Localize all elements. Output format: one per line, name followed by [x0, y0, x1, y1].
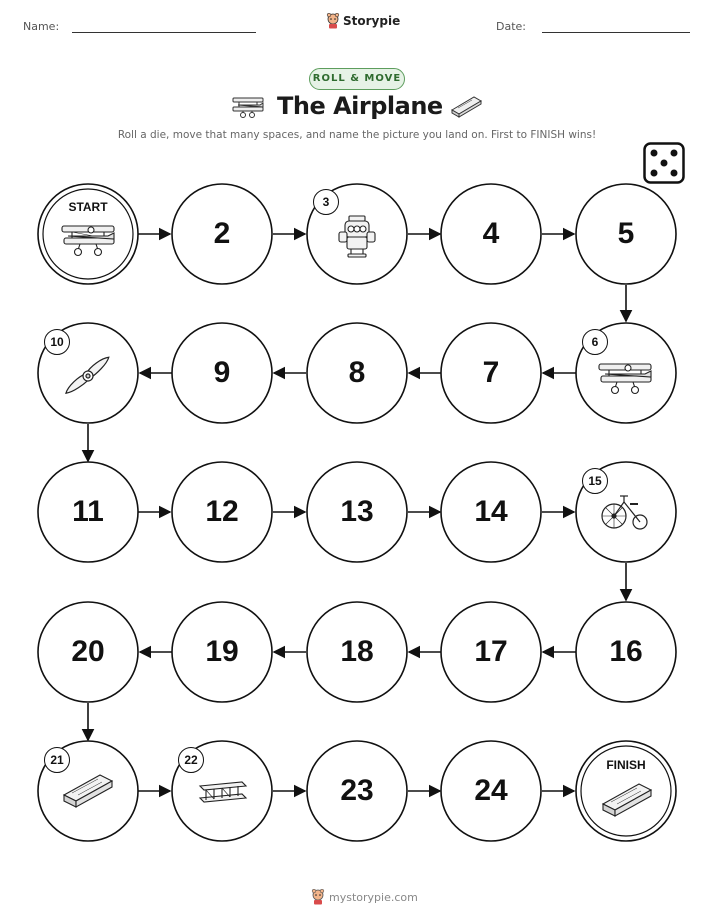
space-number: 23: [340, 774, 374, 807]
space-number: 11: [72, 495, 104, 528]
page-title: The Airplane: [277, 92, 443, 120]
space-number: 12: [205, 495, 239, 528]
storypie-mascot-icon: [311, 889, 325, 905]
space-number: 8: [348, 356, 366, 389]
footer-url[interactable]: mystorypie.com: [329, 890, 418, 904]
space-number: 16: [609, 635, 643, 668]
space-number: 18: [340, 635, 374, 668]
space-number: 14: [474, 495, 508, 528]
roll-move-badge: ROLL & MOVE: [309, 68, 405, 90]
footer: [311, 889, 418, 905]
finish-label: FINISH: [606, 758, 646, 772]
space-tag: 6: [582, 329, 608, 355]
space-number: 5: [617, 217, 635, 250]
space-number: 13: [340, 495, 374, 528]
name-label: Name:: [23, 20, 60, 33]
space-number: 19: [205, 635, 239, 668]
space-number: 20: [71, 635, 105, 668]
instructions: Roll a die, move that many spaces, and name the picture you land on. First to FINISH wins!: [117, 129, 597, 141]
start-label: START: [68, 200, 108, 214]
space-number: 17: [474, 635, 508, 668]
space-number: 4: [482, 217, 500, 250]
space-tag: 10: [44, 329, 70, 355]
brand-name: Storypie: [343, 14, 401, 28]
date-label: Date:: [496, 20, 526, 33]
space-number: 24: [474, 774, 508, 807]
space-tag: 22: [178, 747, 204, 773]
space-number: 9: [213, 356, 231, 389]
space-tag: 15: [582, 468, 608, 494]
space-number: 7: [482, 356, 500, 389]
space-tag: 21: [44, 747, 70, 773]
space-number: 2: [213, 217, 231, 250]
space-tag: 3: [313, 189, 339, 215]
